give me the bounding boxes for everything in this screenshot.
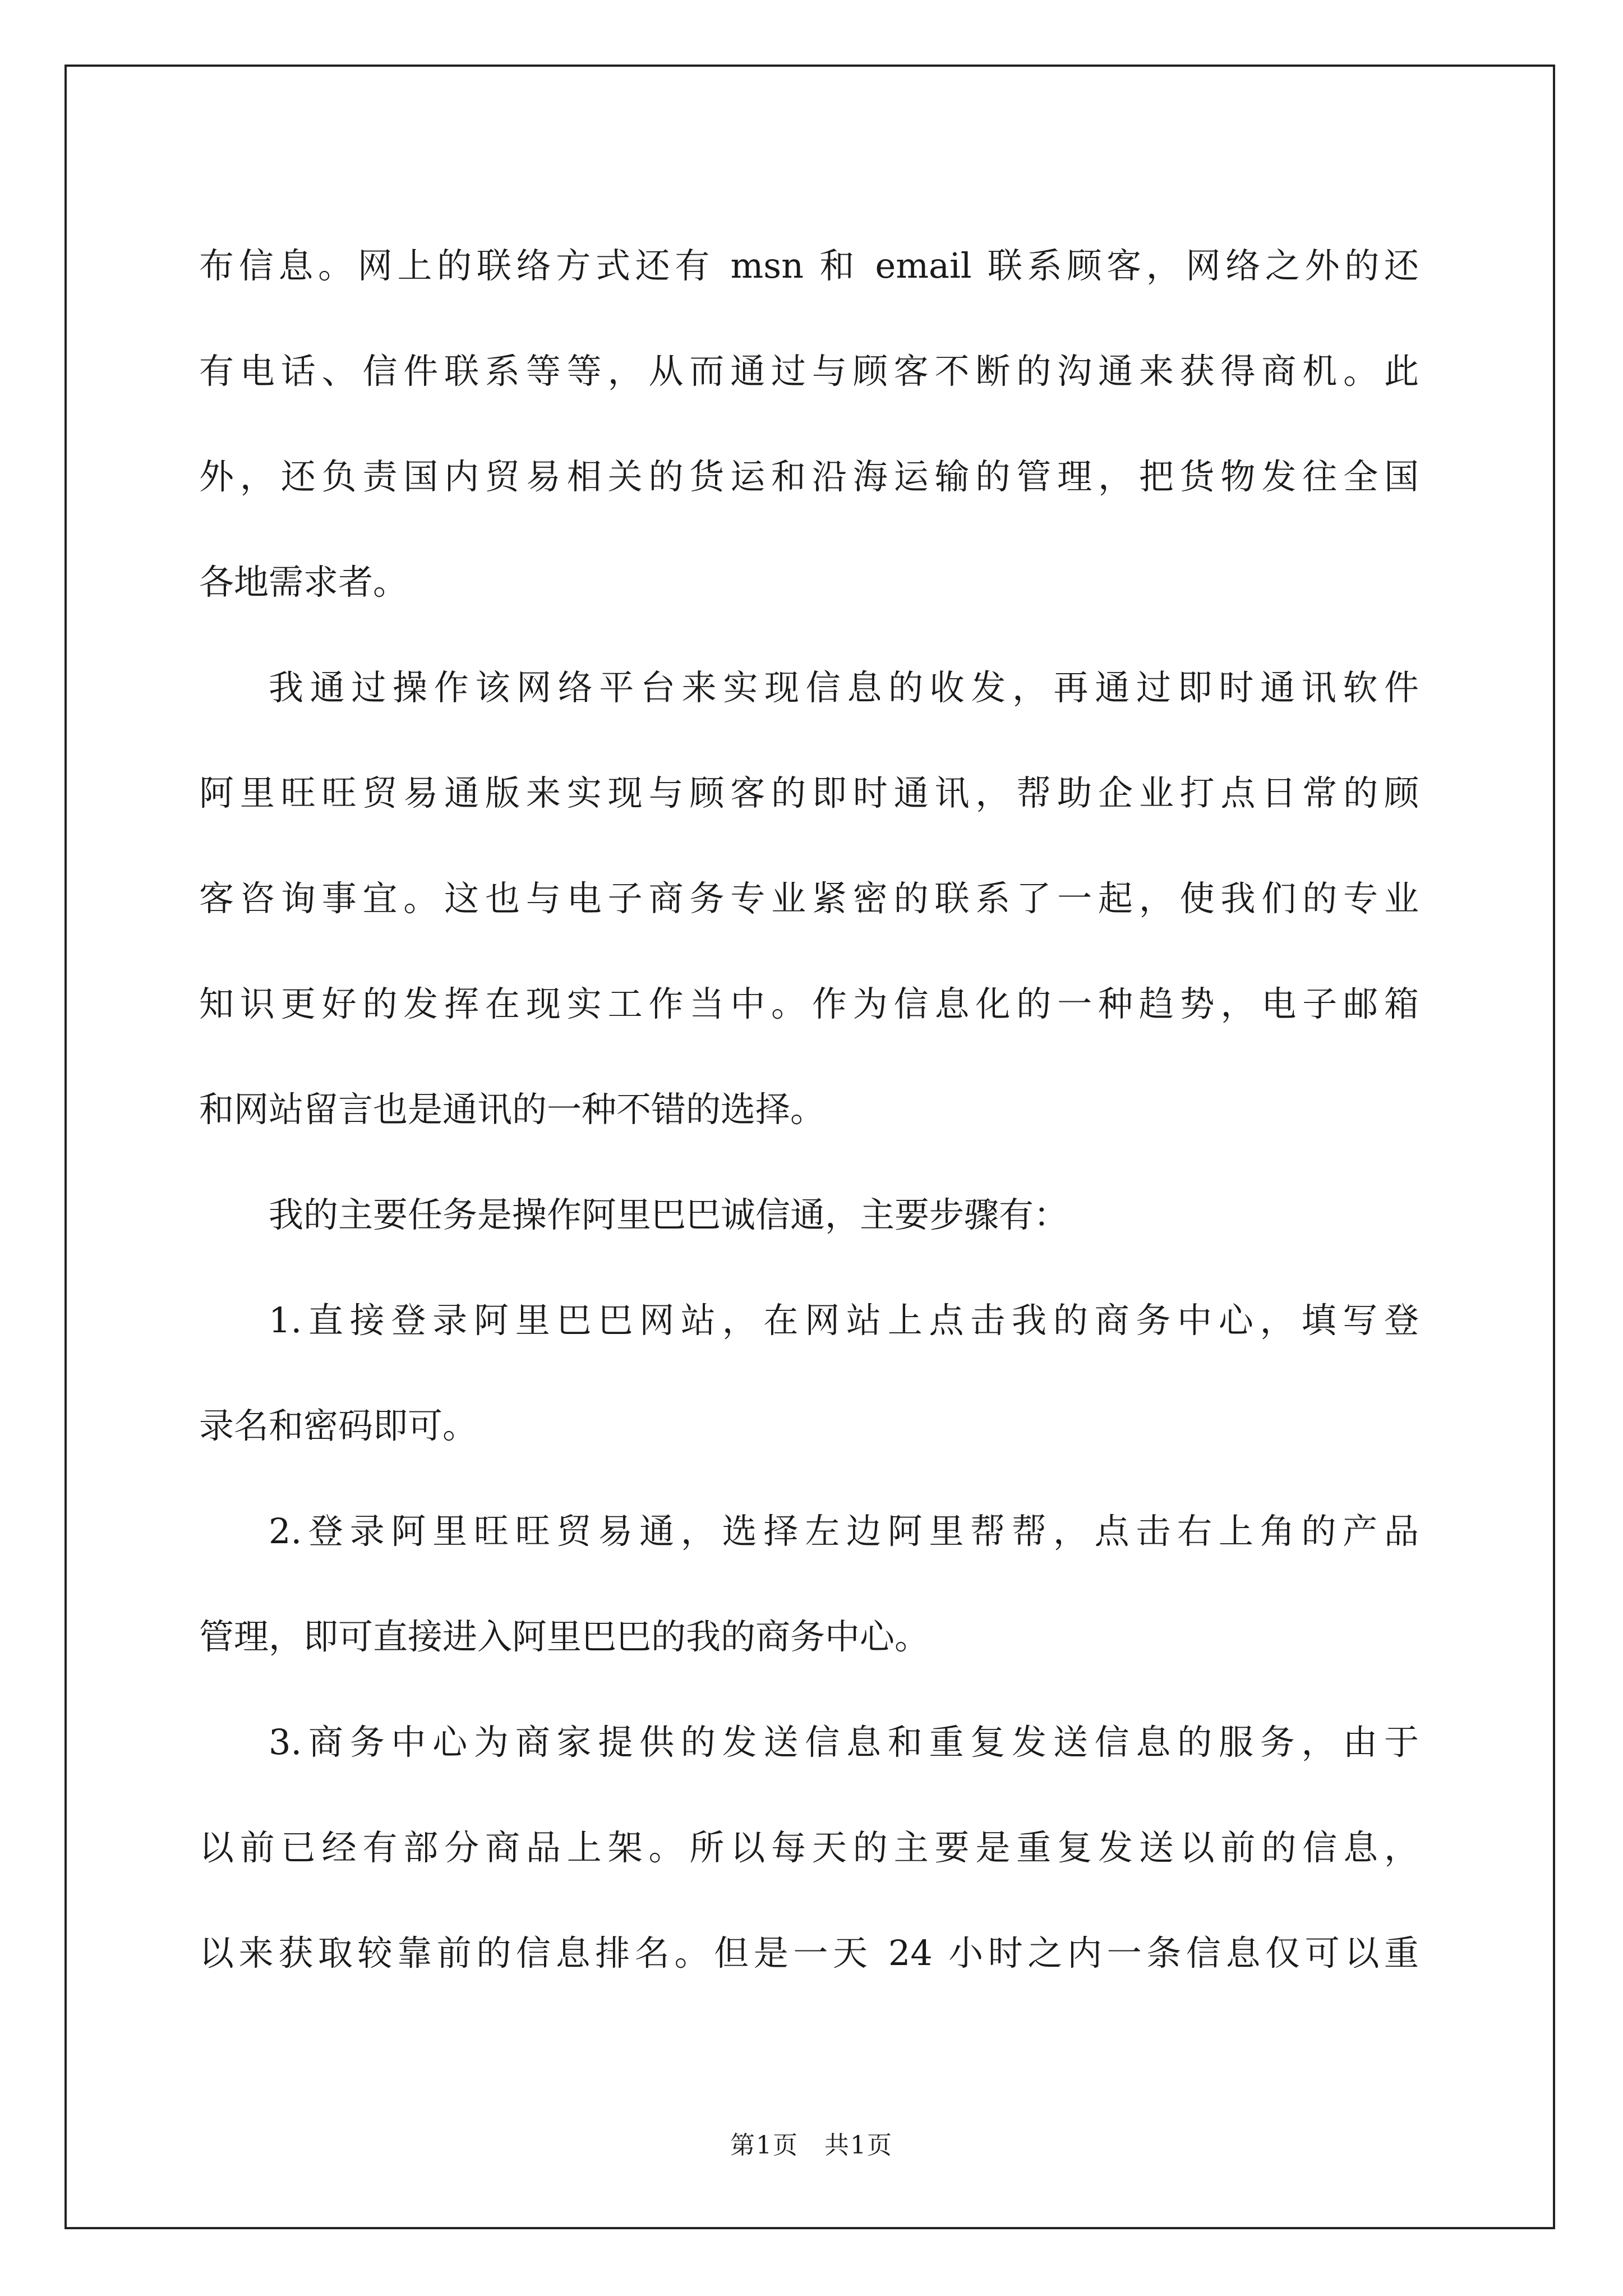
text-line: 2.登录阿里旺旺贸易通，选择左边阿里帮帮，点击右上角的产品 <box>269 1511 1419 1552</box>
text-line: 有电话、信件联系等等，从而通过与顾客不断的沟通来获得商机。此 <box>199 351 1419 392</box>
text-line: 布信息。网上的联络方式还有 msn 和 email 联系顾客，网络之外的还 <box>199 245 1419 286</box>
text-line: 客咨询事宜。这也与电子商务专业紧密的联系了一起，使我们的专业 <box>199 878 1419 919</box>
text-line: 1.直接登录阿里巴巴网站，在网站上点击我的商务中心，填写登 <box>269 1300 1419 1341</box>
text-line: 知识更好的发挥在现实工作当中。作为信息化的一种趋势，电子邮箱 <box>199 983 1419 1024</box>
text-line: 录名和密码即可。 <box>199 1405 478 1446</box>
text-line: 以前已经有部分商品上架。所以每天的主要是重复发送以前的信息， <box>199 1827 1419 1868</box>
text-line: 3.商务中心为商家提供的发送信息和重复发送信息的服务，由于 <box>269 1722 1419 1763</box>
text-line: 各地需求者。 <box>199 562 408 602</box>
text-line: 外，还负责国内贸易相关的货运和沿海运输的管理，把货物发往全国 <box>199 456 1419 497</box>
text-line: 管理，即可直接进入阿里巴巴的我的商务中心。 <box>199 1616 930 1657</box>
text-line: 我通过操作该网络平台来实现信息的收发，再通过即时通讯软件 <box>269 667 1419 708</box>
text-line: 阿里旺旺贸易通版来实现与顾客的即时通讯，帮助企业打点日常的顾 <box>199 772 1419 813</box>
document-body <box>199 213 1419 2006</box>
text-line: 我的主要任务是操作阿里巴巴诚信通，主要步骤有： <box>269 1194 1069 1235</box>
text-line: 和网站留言也是通讯的一种不错的选择。 <box>199 1089 826 1130</box>
text-line: 以来获取较靠前的信息排名。但是一天 24 小时之内一条信息仅可以重 <box>199 1932 1419 1973</box>
page-number-footer: 第1页 共1页 <box>730 2131 893 2160</box>
